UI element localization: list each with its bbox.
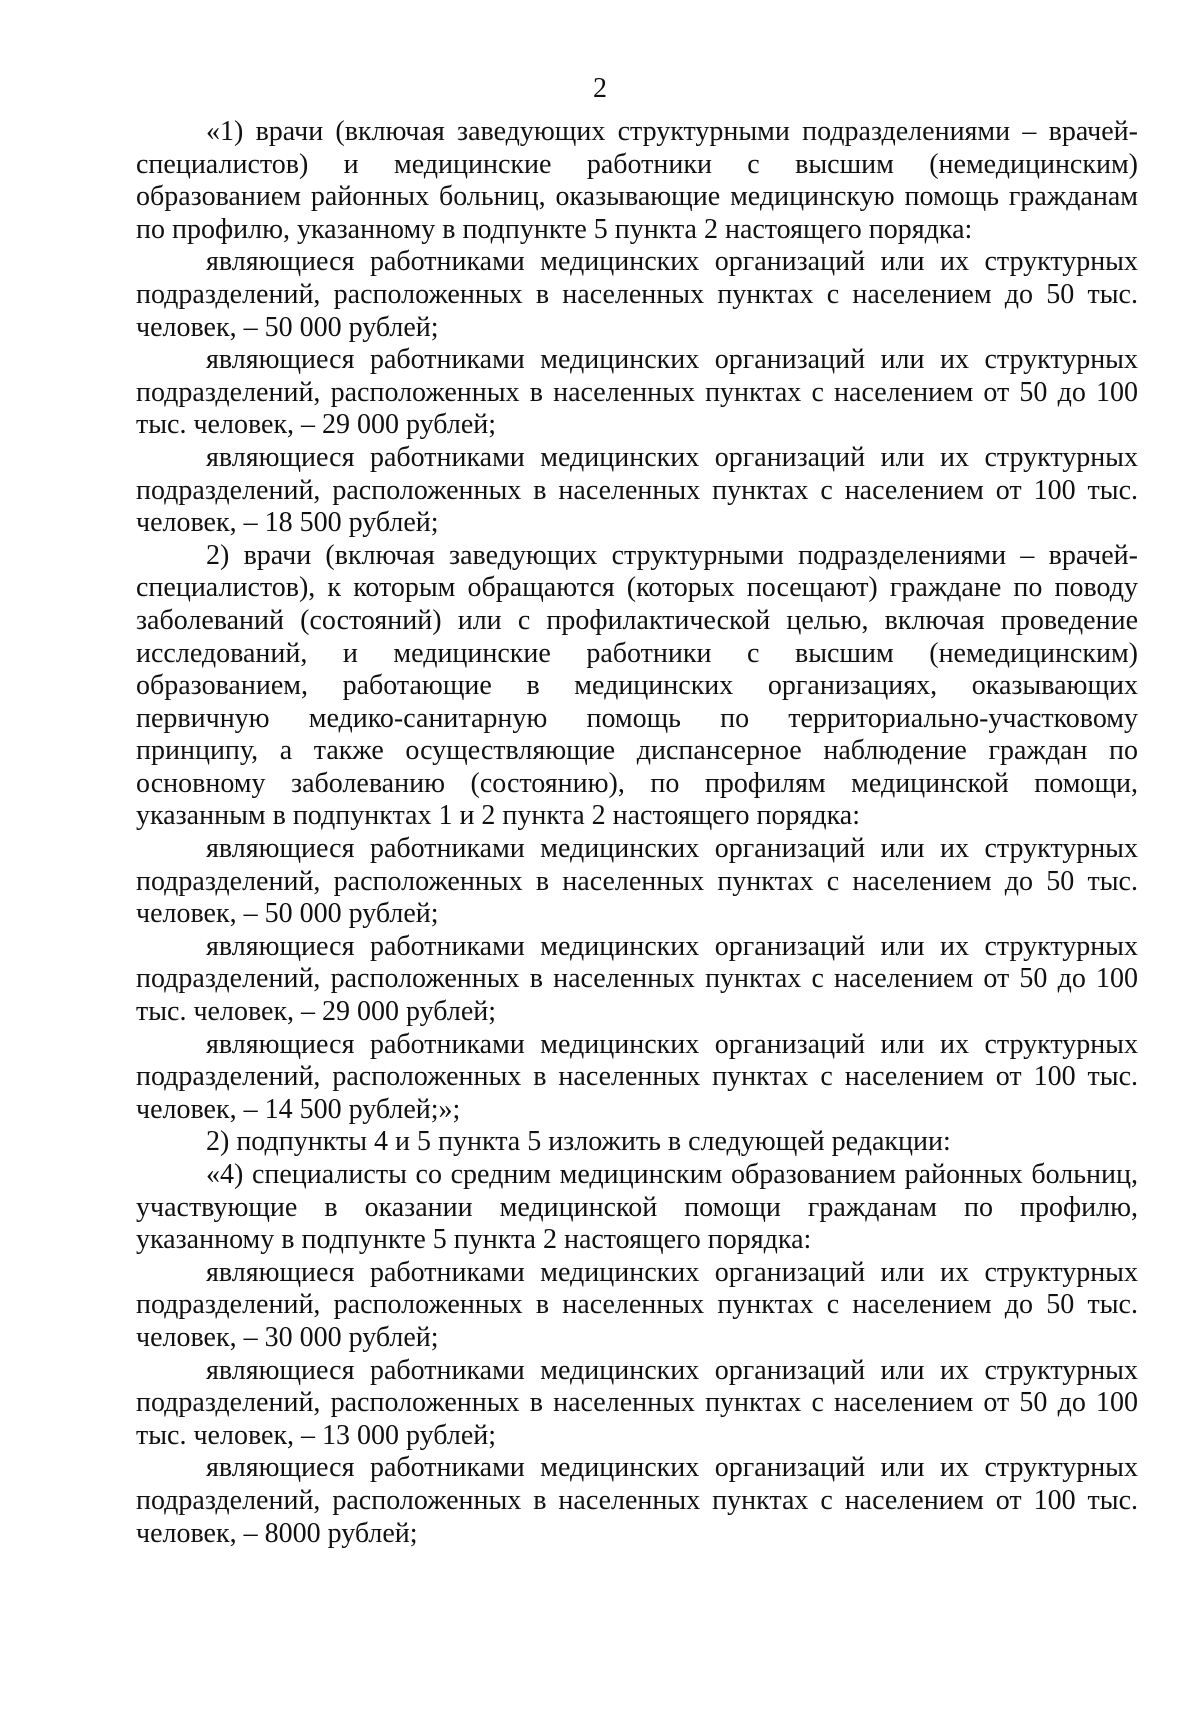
document-body [136, 116, 1138, 1550]
paragraph-amendment-subitems-4-5: 2) подпункты 4 и 5 пункта 5 изложить в следующей редакции: [206, 1126, 951, 1158]
paragraph-population-over-100k: являющиеся работниками медицинских организаций или их структурных подразделений, расположенных в населенных пунктах с населением от 100 тыс. человек, – 14 500 рублей;»; [136, 1028, 1138, 1125]
paragraph-population-under-50k: являющиеся работниками медицинских организаций или их структурных подразделений, расположенных в населенных пунктах с населением до 50 тыс. человек, – 50 000 рублей; [136, 246, 1138, 343]
paragraph-item-4-nurses-district-hospitals: «4) специалисты со средним медицинским образованием районных больниц, участвующие в оказании медицинской помощи гражданам по профилю, указанному в подпункте 5 пункта 2 настоящего порядка: [136, 1159, 1138, 1256]
paragraph-population-under-50k: являющиеся работниками медицинских организаций или их структурных подразделений, расположенных в населенных пунктах с населением до 50 тыс. человек, – 50 000 рублей; [136, 833, 1138, 930]
paragraph-population-50k-100k: являющиеся работниками медицинских организаций или их структурных подразделений, расположенных в населенных пунктах с населением от 50 до 100 тыс. человек, – 29 000 рублей; [136, 930, 1138, 1028]
paragraph-population-over-100k: являющиеся работниками медицинских организаций или их структурных подразделений, расположенных в населенных пунктах с населением от 100 тыс. человек, – 8000 рублей; [136, 1452, 1138, 1549]
paragraph-item-2-primary-care-doctors: 2) врачи (включая заведующих структурными подразделениями – врачей-специалистов), к которым обращаются (которых посещают) граждане по поводу заболеваний (состояний) или с профилактической целью, включая проведение исследований, и медицинские работники с высшим (немедицинским) образованием, работающие в медицинских организациях, оказывающих первичную медико-санитарную помощь по территориально-участковому принципу, а также осуществляющие диспансерное наблюдение граждан по основному заболеванию (состоянию), по профилям медицинской помощи, указанным в подпунктах 1 и 2 пункта 2 настоящего порядка: [136, 539, 1138, 832]
page-number: 2 [593, 73, 607, 104]
paragraph-population-under-50k: являющиеся работниками медицинских организаций или их структурных подразделений, расположенных в населенных пунктах с населением до 50 тыс. человек, – 30 000 рублей; [136, 1256, 1138, 1353]
paragraph-population-50k-100k: являющиеся работниками медицинских организаций или их структурных подразделений, расположенных в населенных пунктах с населением от 50 до 100 тыс. человек, – 29 000 рублей; [136, 344, 1138, 441]
paragraph-item-1-doctors-district-hospitals: «1) врачи (включая заведующих структурными подразделениями – врачей-специалистов) и медицинские работники с высшим (немедицинским) образованием районных больниц, оказывающие медицинскую помощь гражданам по профилю, указанному в подпункте 5 пункта 2 настоящего порядка: [136, 116, 1138, 245]
paragraph-population-50k-100k: являющиеся работниками медицинских организаций или их структурных подразделений, расположенных в населенных пунктах с населением от 50 до 100 тыс. человек, – 13 000 рублей; [136, 1354, 1138, 1451]
paragraph-population-over-100k: являющиеся работниками медицинских организаций или их структурных подразделений, расположенных в населенных пунктах с населением от 100 тыс. человек, – 18 500 рублей; [136, 441, 1138, 539]
